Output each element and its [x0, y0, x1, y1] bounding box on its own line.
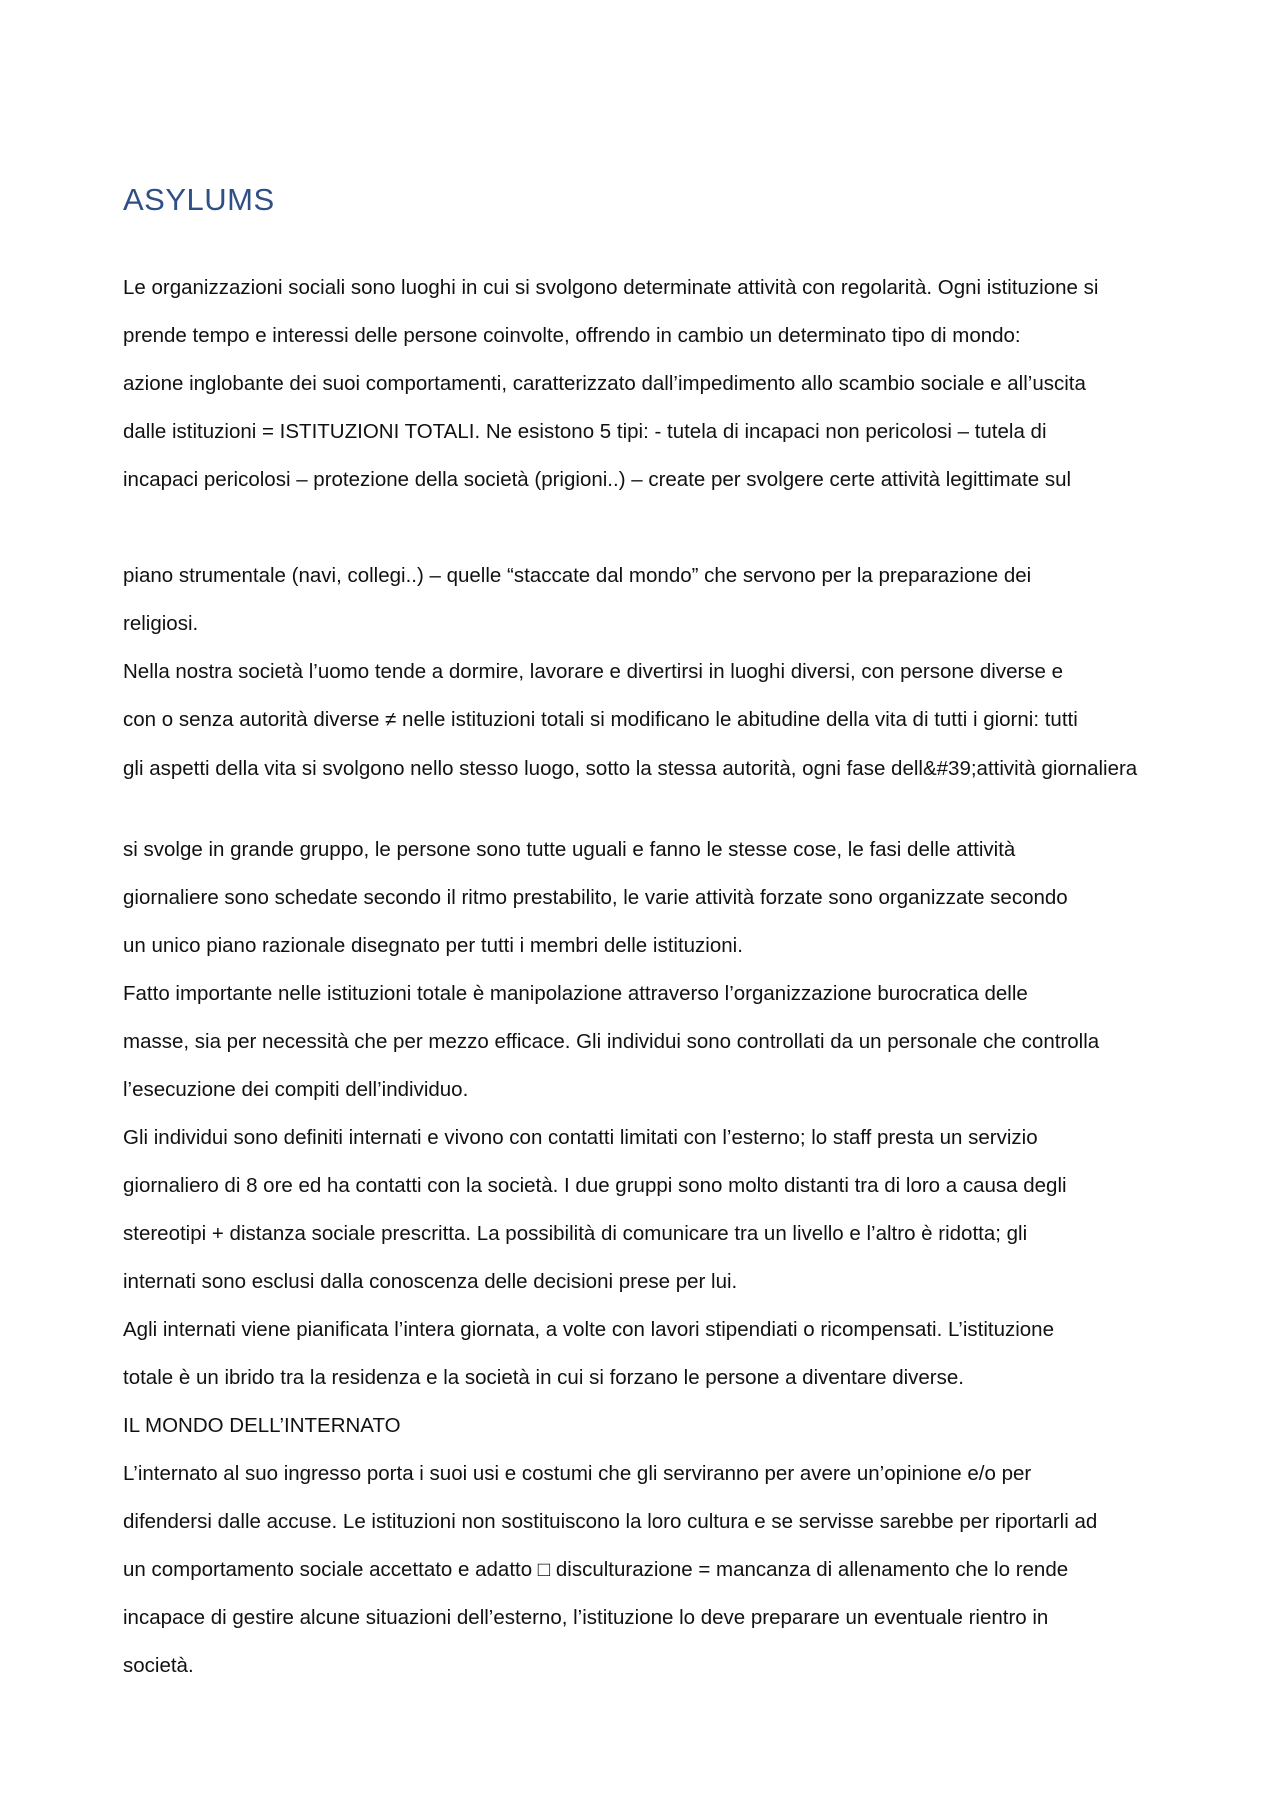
text-line: con o senza autorità diverse ≠ nelle istituzioni totali si modificano le abitudine della vita di tutti i giorni: tutti	[123, 708, 1078, 731]
text-line: società.	[123, 1654, 194, 1677]
text-line: internati sono esclusi dalla conoscenza delle decisioni prese per lui.	[123, 1270, 738, 1293]
text-line: piano strumentale (navi, collegi..) – quelle “staccate dal mondo” che servono per la preparazione dei	[123, 564, 1032, 587]
text-line: dalle istituzioni = ISTITUZIONI TOTALI. Ne esistono 5 tipi: - tutela di incapaci non pericolosi – tutela di	[123, 420, 1047, 443]
text-line: giornaliero di 8 ore ed ha contatti con la società. I due gruppi sono molto distanti tra di loro a causa degli	[123, 1174, 1067, 1197]
text-line: gli aspetti della vita si svolgono nello stesso luogo, sotto la stessa autorità, ogni fase dell&#39;attività giornaliera	[123, 757, 1138, 780]
text-line: incapaci pericolosi – protezione della società (prigioni..) – create per svolgere certe attività legittimate sul	[123, 468, 1072, 491]
text-line: Agli internati viene pianificata l’intera giornata, a volte con lavori stipendiati o ricompensati. L’istituzione	[123, 1318, 1054, 1341]
text-line: un unico piano razionale disegnato per tutti i membri delle istituzioni.	[123, 934, 743, 957]
text-line: l’esecuzione dei compiti dell’individuo.	[123, 1078, 469, 1101]
text-line: prende tempo e interessi delle persone coinvolte, offrendo in cambio un determinato tipo di mondo:	[123, 324, 1021, 347]
text-line: religiosi.	[123, 612, 199, 635]
text-line: L’internato al suo ingresso porta i suoi usi e costumi che gli serviranno per avere un’opinione e/o per	[123, 1462, 1032, 1485]
text-line: un comportamento sociale accettato e adatto □ disculturazione = mancanza di allenamento che lo rende	[123, 1558, 1069, 1581]
text-line: difendersi dalle accuse. Le istituzioni non sostituiscono la loro cultura e se servisse sarebbe per riportarli ad	[123, 1510, 1098, 1533]
text-line: Nella nostra società l’uomo tende a dormire, lavorare e divertirsi in luoghi diversi, con persone diverse e	[123, 660, 1064, 683]
text-line: azione inglobante dei suoi comportamenti, caratterizzato dall’impedimento allo scambio sociale e all’uscita	[123, 372, 1086, 395]
text-line: Gli individui sono definiti internati e vivono con contatti limitati con l’esterno; lo staff presta un servizio	[123, 1126, 1038, 1149]
document-title: ASYLUMS	[123, 182, 275, 217]
text-line: stereotipi + distanza sociale prescritta. La possibilità di comunicare tra un livello e l’altro è ridotta; gli	[123, 1222, 1028, 1245]
text-line: giornaliere sono schedate secondo il ritmo prestabilito, le varie attività forzate sono organizzate secondo	[123, 886, 1068, 909]
text-line: Fatto importante nelle istituzioni totale è manipolazione attraverso l’organizzazione burocratica delle	[123, 982, 1028, 1005]
text-line: incapace di gestire alcune situazioni dell’esterno, l’istituzione lo deve preparare un eventuale rientro in	[123, 1606, 1049, 1629]
text-line: Le organizzazioni sociali sono luoghi in cui si svolgono determinate attività con regolarità. Ogni istituzione si	[123, 276, 1099, 299]
text-line: masse, sia per necessità che per mezzo efficace. Gli individui sono controllati da un personale che controlla	[123, 1030, 1100, 1053]
section-heading: IL MONDO DELL’INTERNATO	[123, 1414, 401, 1437]
text-line: totale è un ibrido tra la residenza e la società in cui si forzano le persone a diventare diverse.	[123, 1366, 964, 1389]
text-line: si svolge in grande gruppo, le persone sono tutte uguali e fanno le stesse cose, le fasi delle attività	[123, 838, 1016, 861]
